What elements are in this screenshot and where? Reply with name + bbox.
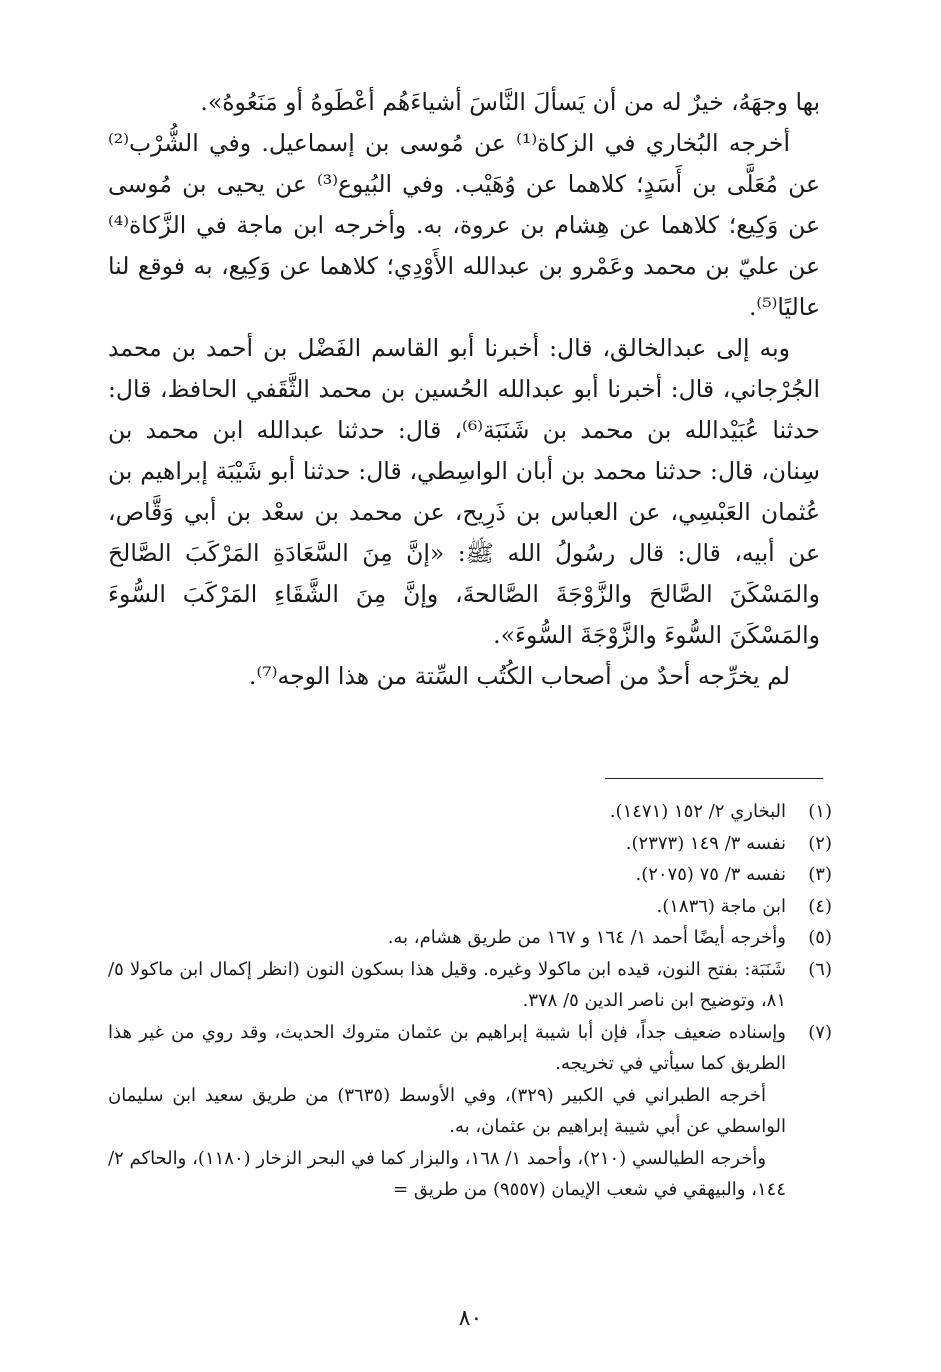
- paragraph-takhrij: أخرجه البُخاري في الزكاة⁽¹⁾ عن مُوسى بن إسماعيل. وفي الشُّرْب⁽²⁾ عن مُعَلَّى بن أَسَدٍ؛ كلاهما عن وُهَيْب. وفي البُيوع⁽³⁾ عن يحيى بن مُوسى عن وَكِيع؛ كلاهما عن هِشام بن عروة، به. وأخرجه ابن ماجة في الزَّكاة⁽⁴⁾ عن عليّ بن محمد وعَمْرو بن عبدالله الأَوْدِي؛ كلاهما عن وَكِيع، به فوقع لنا عاليًا⁽⁵⁾.: [108, 129, 821, 321]
- footnote-text: [108, 922, 786, 954]
- footnote-paragraph: شَنَبَة: بفتح النون، قيده ابن ماكولا وغيره. وقيل هذا بسكون النون (انظر إكمال ابن ماكولا ٥/ ٨١، وتوضيح ابن ناصر الدين ٥/ ٣٧٨.: [108, 958, 786, 1011]
- footnote-text: [108, 1017, 786, 1206]
- main-text: [108, 82, 820, 697]
- footnote-7: [108, 1017, 832, 1206]
- footnote-text: [108, 891, 786, 923]
- footnote-paragraph: أخرجه الطبراني في الكبير (٣٢٩)، وفي الأوسط (٣٦٣٥) من طريق سعيد ابن سليمان الواسطي عن أبي شيبة إبراهيم بن عثمان، به.: [108, 1084, 786, 1137]
- footnote-text: [108, 954, 786, 1017]
- paragraph-continuation: بها وجهَهُ، خيرٌ له من أن يَسألَ النَّاسَ أشياءَهُم أعْطَوهُ أو مَنَعُوهُ».: [200, 88, 820, 116]
- footnote-number: (١): [808, 801, 832, 822]
- footnote-paragraph: نفسه ٣/ ١٤٩ (٢٣٧٣).: [625, 832, 786, 854]
- footnote-text: [108, 859, 786, 891]
- paragraph-note: لم يخرِّجه أحدٌ من أصحاب الكُتُب السِّتة من هذا الوجه⁽⁷⁾.: [249, 662, 790, 690]
- footnote-paragraph: ابن ماجة (١٨٣٦).: [656, 895, 786, 917]
- footnote-paragraph: وأخرجه الطيالسي (٢١٠)، وأحمد ١/ ١٦٨، والبزار كما في البحر الزخار (١١٨٠)، والحاكم ٢/ ١٤٤، والبيهقي في شعب الإيمان (٩٥٥٧) من طريق =: [108, 1147, 786, 1200]
- footnote-text: [108, 796, 786, 828]
- footnote-number: (٦): [808, 958, 832, 980]
- footnote-number: (٢): [808, 832, 832, 854]
- footnote-paragraph: نفسه ٣/ ٧٥ (٢٠٧٥).: [635, 864, 786, 885]
- footnote-paragraph: وإسناده ضعيف جداً، فإن أبا شيبة إبراهيم بن عثمان متروك الحديث، وقد روي من غير هذا الطريق كما سيأتي في تخريجه.: [108, 1021, 786, 1074]
- footnote-number: (٥): [808, 927, 832, 948]
- paragraph-hadith: وبه إلى عبدالخالق، قال: أخبرنا أبو القاسم الفَضْل بن أحمد بن محمد الجُرْجاني، قال: أخبرنا أبو عبدالله الحُسين بن محمد الثَّقَفي الحافظ، قال: حدثنا عُبَيْدالله بن محمد بن شَنَبَة⁽⁶⁾، قال: حدثنا عبدالله ابن محمد بن سِنان، قال: حدثنا محمد بن أبان الواسِطي، قال: حدثنا أبو شَيْبَة إبراهيم بن عُثمان العَبْسِي، عن العباس بن ذَرِيح، عن محمد بن سعْد بن أبي وَقَّاص، عن أبيه، قال: قال رسُولُ الله ﷺ: «إنَّ مِنَ السَّعَادَةِ المَرْكَبَ الصَّالحَ والمَسْكَنَ الصَّالحَ والزَّوْجَةَ الصَّالحةَ، وإنَّ مِنَ الشَّقَاءِ المَرْكَبَ السُّوءَ والمَسْكَنَ السُّوءَ والزَّوْجَةَ السُّوءَ».: [108, 334, 820, 649]
- footnote-3: [108, 859, 832, 891]
- footnote-4: [108, 891, 832, 923]
- footnote-6: [108, 954, 832, 1017]
- footnote-separator: [605, 778, 823, 779]
- footnote-paragraph: وأخرجه أيضًا أحمد ١/ ١٦٤ و ١٦٧ من طريق هشام، به.: [387, 927, 786, 948]
- page-number: ٨٠: [458, 1306, 483, 1331]
- footnote-1: [108, 796, 832, 828]
- footnote-5: [108, 922, 832, 954]
- footnotes: [108, 796, 832, 1206]
- footnote-text: [108, 828, 786, 860]
- footnote-number: (٣): [808, 864, 832, 885]
- footnote-paragraph: البخاري ٢/ ١٥٢ (١٤٧١).: [609, 801, 786, 822]
- footnote-number: (٤): [808, 895, 832, 917]
- footnote-number: (٧): [808, 1021, 832, 1043]
- footnote-2: [108, 828, 832, 860]
